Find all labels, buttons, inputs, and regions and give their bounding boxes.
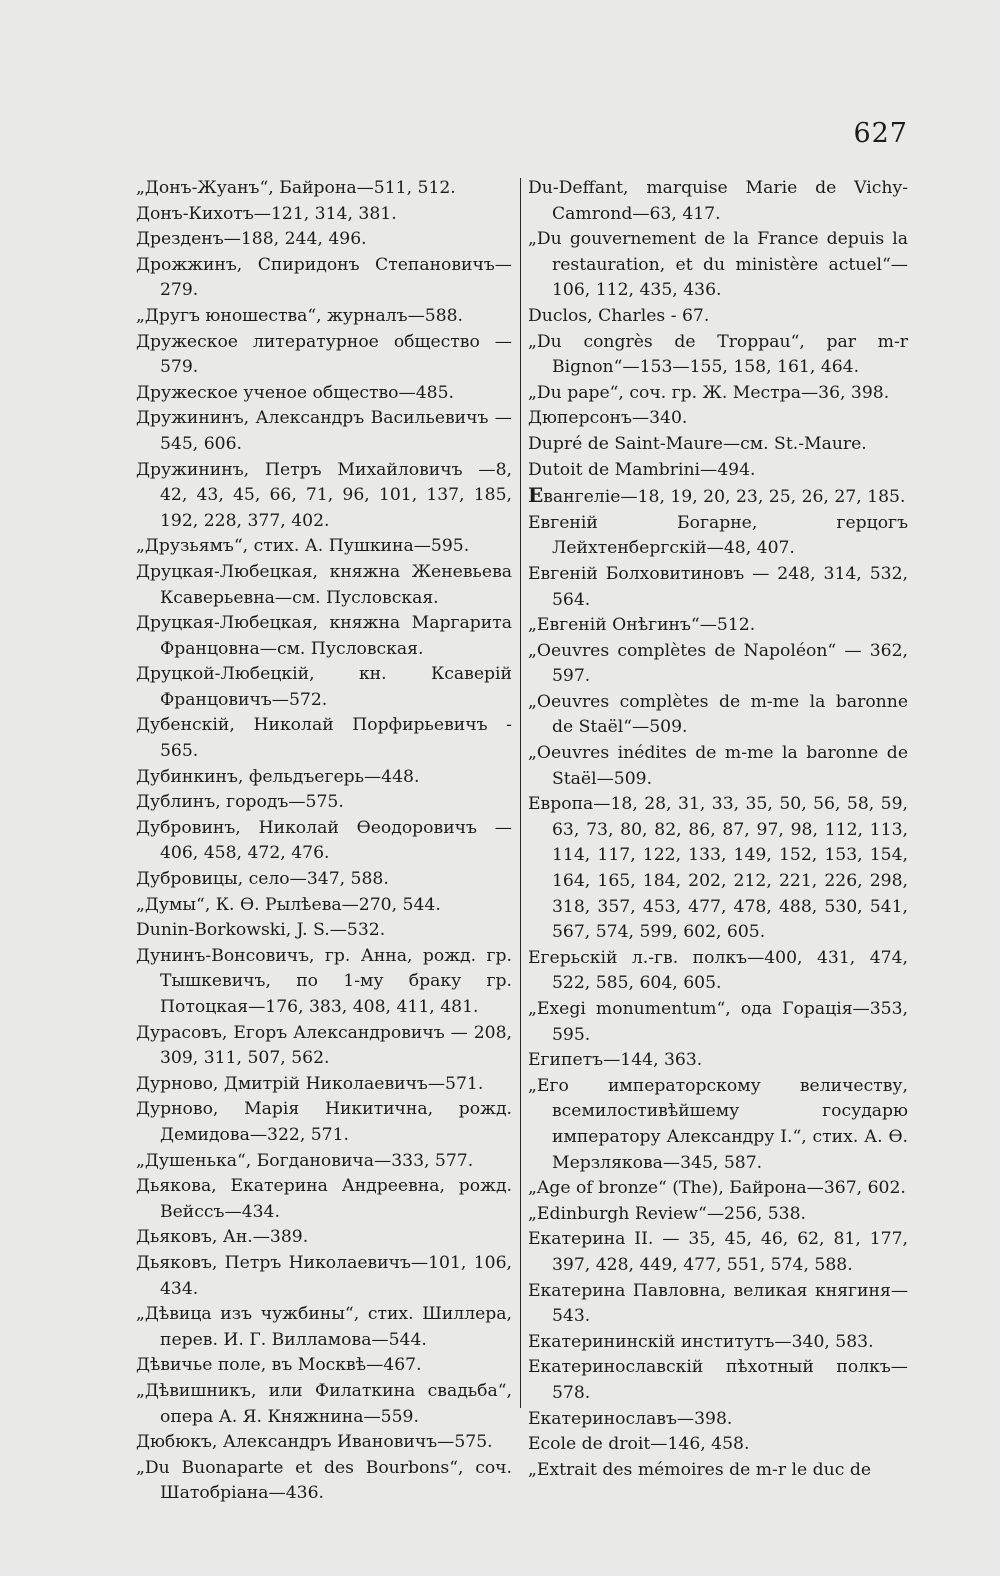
index-entry: „Du congrès de Troppau“, par m-r Bignon“—153—155, 158, 161, 464. [528,331,908,378]
index-entry: Duclos, Charles - 67. [528,305,710,326]
index-entry: Ecole de droit—146, 458. [528,1434,750,1455]
index-entry: „Oeuvres complètes de Napoléon“ — 362, 597. [528,640,908,687]
index-entry: Дѣвичье поле, въ Москвѣ—467. [136,1355,422,1376]
index-entry: Донъ-Кихотъ—121, 314, 381. [136,203,397,224]
index-entry: Du-Deffant, marquise Marie de Vichy-Camrond—63, 417. [528,178,908,224]
index-column-left [136,176,512,1507]
index-entry: Дубенскій, Николай Порфирьевичъ - 565. [136,715,512,762]
index-entry: Дурново, Дмитрій Николаевичъ—571. [136,1073,484,1094]
index-entry: „Дѣвишникъ, или Филаткина свадьба“, опера А. Я. Княжнина—559. [136,1380,512,1427]
index-entry: Дьяковъ, Ан.—389. [136,1227,309,1248]
index-entry: Екатерина Павловна, великая княгиня—543. [528,1280,908,1327]
index-entry: Друцкая-Любецкая, княжна Маргарита Францовна—см. Пусловская. [136,613,512,659]
index-entry: „Дѣвица изъ чужбины“, стих. Шиллера, перев. И. Г. Вилламова—544. [136,1304,512,1350]
index-entry: „Думы“, К. Ө. Рылѣева—270, 544. [136,894,441,915]
index-entry: „Exegi monumentum“, ода Горація—353, 595. [528,999,908,1045]
index-entry: Евгеній Богарне, герцогъ Лейхтенбергскій—48, 407. [528,512,908,559]
index-entry: Дурново, Марія Никитична, рожд. Демидова—322, 571. [136,1099,512,1145]
index-entry: Дрожжинъ, Спиридонъ Степановичъ—279. [136,254,512,301]
index-entry: Евгеній Болховитиновъ — 248, 314, 532, 564. [528,563,908,610]
index-entry: Dunin-Borkowski, J. S.—532. [136,920,386,941]
index-entry: Екатеринославъ—398. [528,1408,733,1429]
index-entry: Евангеліе—18, 19, 20, 23, 25, 26, 27, 185. [528,483,906,508]
index-entry: Дьяковъ, Петръ Николаевичъ—101, 106, 434. [136,1252,512,1299]
index-entry: Дунинъ-Вонсовичъ, гр. Анна, рожд. гр. Тышкевичъ, по 1-му браку гр. Потоцкая—176, 383, 408, 411, 481. [136,945,512,1017]
index-entry: „Его императорскому величеству, всемилостивѣйшему государю императору Александру I.“, стих. А. Ө. Мерзлякова—345, 587. [528,1075,908,1173]
index-entry: „Age of bronze“ (The), Байрона—367, 602. [528,1178,906,1199]
index-entry: Егерьскій л.-гв. полкъ—400, 431, 474, 522, 585, 604, 605. [528,947,908,994]
index-entry: Дружеское ученое общество—485. [136,382,454,403]
index-entry: Дружеское литературное общество — 579. [136,331,512,378]
index-entry: Дубинкинъ, фельдъегерь—448. [136,766,420,787]
index-entry: Dutoit de Mambrini—494. [528,459,756,480]
index-entry: Екатерининскій институтъ—340, 583. [528,1331,874,1352]
index-entry: „Du pape“, соч. гр. Ж. Местра—36, 398. [528,382,890,403]
index-entry: „Душенька“, Богдановича—333, 577. [136,1150,474,1171]
index-entry: Дружининъ, Александръ Васильевичъ — 545, 606. [136,408,512,454]
index-entry: „Edinburgh Review“—256, 538. [528,1203,807,1224]
index-entry: „Евгеній Онѣгинъ“—512. [528,615,756,636]
index-entry: Египетъ—144, 363. [528,1050,703,1071]
column-divider [520,178,521,1408]
index-entry: Дьякова, Екатерина Андреевна, рожд. Вейссъ—434. [136,1176,512,1222]
index-entry: Друцкой-Любецкій, кн. Ксаверій Францовичъ—572. [136,664,512,710]
index-entry: Екатерина II. — 35, 45, 46, 62, 81, 177, 397, 428, 449, 477, 551, 574, 588. [528,1229,908,1275]
index-entry: „Друзьямъ“, стих. А. Пушкина—595. [136,536,470,557]
index-entry: Dupré de Saint-Maure—см. St.-Maure. [528,433,867,454]
index-entry: Дюперсонъ—340. [528,408,688,429]
index-entry: Дурасовъ, Егоръ Александровичъ — 208, 309, 311, 507, 562. [136,1022,512,1069]
index-entry: Дубровинъ, Николай Өеодоровичъ — 406, 458, 472, 476. [136,817,512,864]
index-entry: „Другъ юношества“, журналъ—588. [136,305,464,326]
index-entry: „Du Buonaparte et des Bourbons“, соч. Шатобріана—436. [136,1457,512,1504]
index-entry: Дружининъ, Петръ Михайловичъ —8, 42, 43, 45, 66, 71, 96, 101, 137, 185, 192, 228, 377, 402. [136,459,512,531]
index-entry: Дрезденъ—188, 244, 496. [136,229,367,250]
page-number: 627 [853,118,908,149]
index-entry: „Oeuvres complètes de m-me la baronne de Staël“—509. [528,691,908,738]
index-entry: Дубровицы, село—347, 588. [136,869,389,890]
index-entry: „Донъ-Жуанъ“, Байрона—511, 512. [136,178,456,198]
index-entry: Дублинъ, городъ—575. [136,792,344,813]
index-entry: Дюбюкъ, Александръ Ивановичъ—575. [136,1432,493,1453]
index-entry: „Du gouvernement de la France depuis la restauration, et du ministère actuel“—106, 112, 435, 436. [528,229,908,301]
index-column-right [528,176,908,1483]
index-entry: Европа—18, 28, 31, 33, 35, 50, 56, 58, 59, 63, 73, 80, 82, 86, 87, 97, 98, 112, 113, 114, 117, 122, 133, 149, 152, 153, 154, 164, 165, 184, 202, 212, 221, 226, 298, 318, 357, 453, 477, 478, 488, 530, 541, 567, 574, 599, 602, 605. [528,794,908,943]
index-entry: „Extrait des mémoires de m-r le duc de [528,1459,872,1480]
index-entry: Екатеринославскій пѣхотный полкъ—578. [528,1357,908,1403]
index-entry: Друцкая-Любецкая, княжна Женевьева Ксаверьевна—см. Пусловская. [136,561,512,608]
index-entry: „Oeuvres inédites de m-me la baronne de Staël—509. [528,743,908,789]
